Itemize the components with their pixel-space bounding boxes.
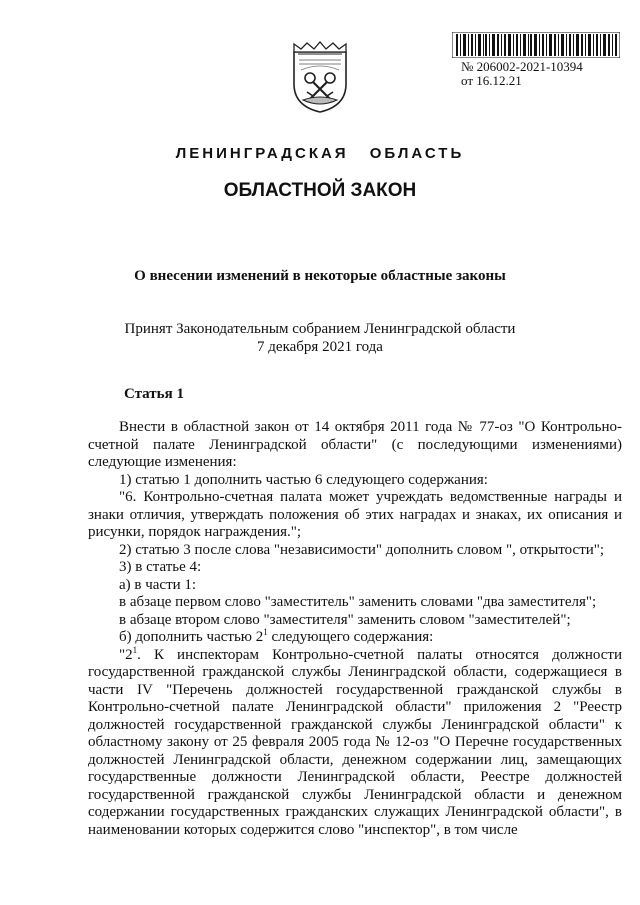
registration-number: № 206002-2021-10394 xyxy=(461,59,583,74)
law-title: ОБЛАСТНОЙ ЗАКОН xyxy=(223,180,417,201)
adoption-date: 7 декабря 2021 года xyxy=(257,339,383,355)
paragraph-item-1: 1) статью 1 дополнить частью 6 следующего содержания: xyxy=(119,471,488,488)
item-3b-text: б) дополнить частью 2 xyxy=(119,629,264,645)
paragraph-item-3a-2: в абзаце втором слово "заместителя" заменить словом "заместителей"; xyxy=(119,611,571,628)
registration-date: от 16.12.21 xyxy=(461,73,522,88)
paragraph-item-3b xyxy=(88,629,622,647)
paragraph-intro: Внести в областной закон от 14 октября 2011 года № 77-оз "О Контрольно-счетной палате Ленинградской области" (с последующими изменениями) следующие изменения: xyxy=(88,419,622,470)
article-heading: Статья 1 xyxy=(124,386,184,402)
paragraph-item-3a-1: в абзаце первом слово "заместитель" заменить словами "два заместителя"; xyxy=(119,594,597,610)
barcode-icon xyxy=(452,32,620,58)
paragraph-item-3: 3) в статье 4: xyxy=(119,559,202,575)
quote-2-1-start: "2 xyxy=(119,646,133,663)
coat-of-arms-emblem xyxy=(291,40,349,114)
paragraph-quote-2-1 xyxy=(88,644,622,840)
region-name: ЛЕНИНГРАДСКАЯ ОБЛАСТЬ xyxy=(175,145,465,162)
item-3b-superscript: 1 xyxy=(263,627,268,637)
adoption-note xyxy=(0,320,640,356)
adoption-line-1: Принят Законодательным собранием Ленинградской области xyxy=(124,321,516,337)
quote-2-1-superscript: 1 xyxy=(132,644,138,655)
registration-block xyxy=(461,60,583,88)
law-subject: О внесении изменений в некоторые областные законы xyxy=(134,268,506,284)
quote-2-1-text: . К инспекторам Контрольно-счетной палаты относятся должности государственной гражданской службы Ленинградской области, содержащиеся в части IV "Перечень должностей государственной гражданской службы в Контрольно-счетной палате Ленинградской области" приложения 2 "Реестр должностей государственной гражданской службы Ленинградской области" к областному закону от 25 февраля 2005 года № 12-оз "О Перечне государственных должностей Ленинградской области, денежном содержании лиц, замещающих государственные должности Ленинградской области, Реестре должностей государственной гражданской службы Ленинградской области и денежном содержании государственных гражданских служащих Ленинградской области", в наименовании которых содержится слово "инспектор", в том числе xyxy=(88,646,622,838)
paragraph-item-2: 2) статью 3 после слова "независимости" дополнить словом ", открытости"; xyxy=(119,541,605,558)
article-body xyxy=(88,419,622,839)
item-3b-tail: следующего содержания: xyxy=(267,629,434,645)
paragraph-item-3a: а) в части 1: xyxy=(119,576,197,593)
paragraph-quote-6: "6. Контрольно-счетная палата может учреждать ведомственные награды и знаки отличия, утверждать положения об этих наградах и знаках, их описания и рисунки, порядок награждения."; xyxy=(88,489,622,540)
